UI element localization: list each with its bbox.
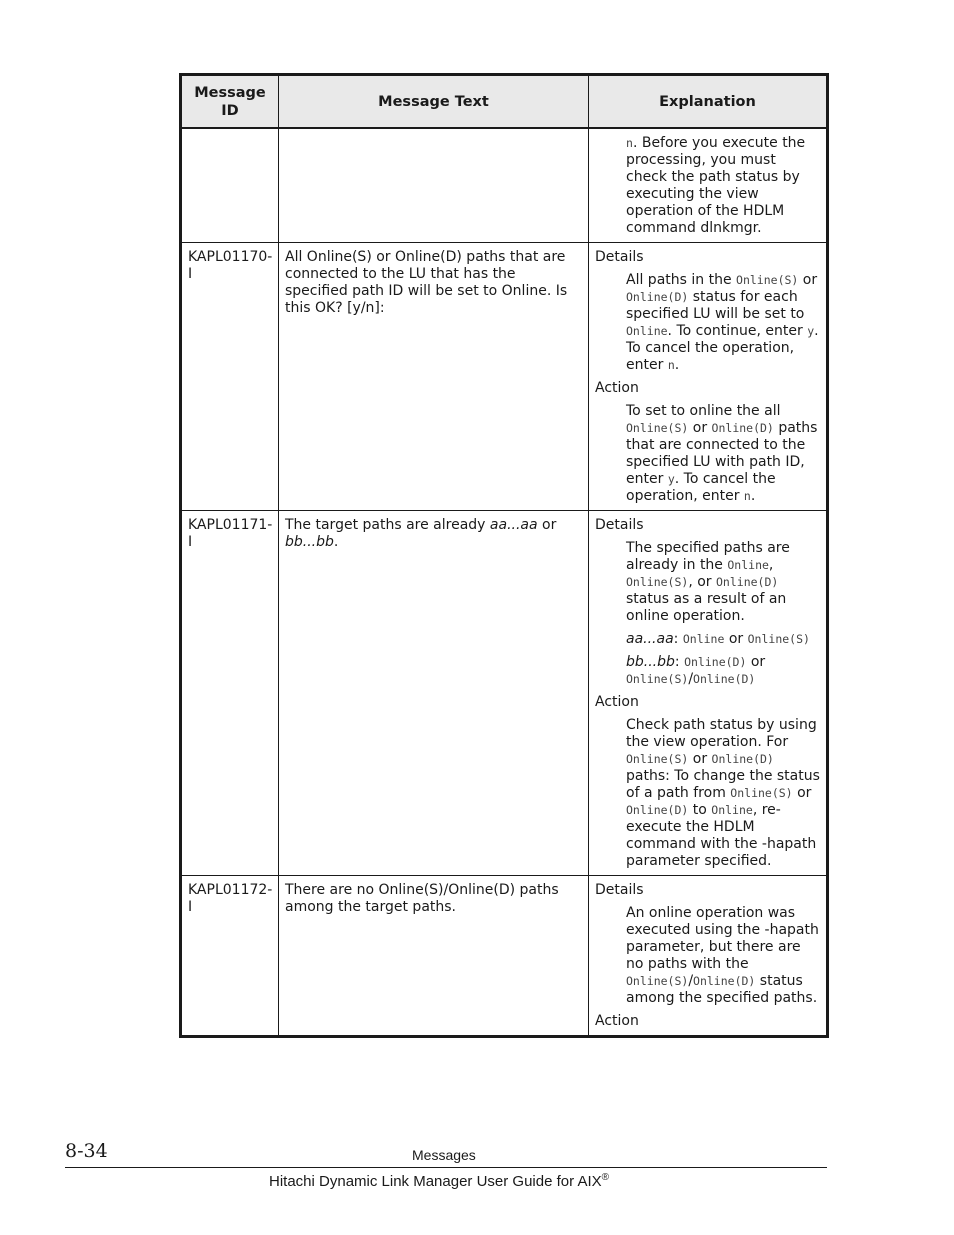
action-text: Check path status by using the view operation. For Online(S) or Online(D) paths: To change the status of a path from Online(S) or Online(D) to Online, re-execute the HDLM command with the -hapath parameter specified. <box>626 717 820 869</box>
registered-mark: ® <box>601 1172 610 1183</box>
action-label: Action <box>595 380 639 396</box>
message-id: KAPL01171-I <box>181 511 279 876</box>
message-text: There are no Online(S)/Online(D) paths among the target paths. <box>279 876 589 1037</box>
action-text: To set to online the all Online(S) or Online(D) paths that are connected to the specified LU with path ID, enter y. To cancel the operation, enter n. <box>626 403 818 504</box>
explanation-cell <box>589 243 828 511</box>
details-label: Details <box>595 882 644 898</box>
explanation-cell <box>589 511 828 876</box>
table-header-row <box>181 75 828 129</box>
explanation-cell <box>589 876 828 1037</box>
details-label: Details <box>595 517 644 533</box>
table-row <box>181 876 828 1037</box>
table-row <box>181 243 828 511</box>
cell-explanation-continuation <box>589 128 828 243</box>
aa-variable-line: aa...aa: Online or Online(S) <box>626 631 810 647</box>
page-number: 8-34 <box>65 1140 108 1162</box>
bb-variable-line: bb...bb: Online(D) or Online(S)/Online(D) <box>626 654 766 687</box>
table-row-continuation <box>181 128 828 243</box>
continuation-text: n. Before you execute the processing, you must check the path status by executing the view operation of the HDLM command dlnkmgr. <box>626 135 806 236</box>
footer-divider <box>65 1167 827 1168</box>
cell-text-empty <box>279 128 589 243</box>
details-label: Details <box>595 249 644 265</box>
footer-section-name: Messages <box>412 1147 476 1163</box>
header-message-text: Message Text <box>279 75 589 129</box>
table-row <box>181 511 828 876</box>
details-text: All paths in the Online(S) or Online(D) status for each specified LU will be set to Online. To continue, enter y. To cancel the operation, enter n. <box>626 272 819 373</box>
message-text: The target paths are already aa...aa or bb...bb. <box>279 511 589 876</box>
message-text: All Online(S) or Online(D) paths that are connected to the LU that has the specified path ID will be set to Online. Is this OK? [y/n]: <box>279 243 589 511</box>
details-text: An online operation was executed using the -hapath parameter, but there are no paths with the Online(S)/Online(D) status among the specified paths. <box>626 905 819 1006</box>
action-label: Action <box>595 1013 639 1029</box>
action-label: Action <box>595 694 639 710</box>
messages-table <box>179 73 829 1038</box>
header-explanation: Explanation <box>589 75 828 129</box>
message-id: KAPL01170-I <box>181 243 279 511</box>
footer-doc-title: Hitachi Dynamic Link Manager User Guide for AIX® <box>269 1172 610 1190</box>
details-text: The specified paths are already in the Online, Online(S), or Online(D) status as a result of an online operation. <box>626 540 790 624</box>
header-message-id: Message ID <box>181 75 279 129</box>
message-id: KAPL01172-I <box>181 876 279 1037</box>
cell-id-empty <box>181 128 279 243</box>
